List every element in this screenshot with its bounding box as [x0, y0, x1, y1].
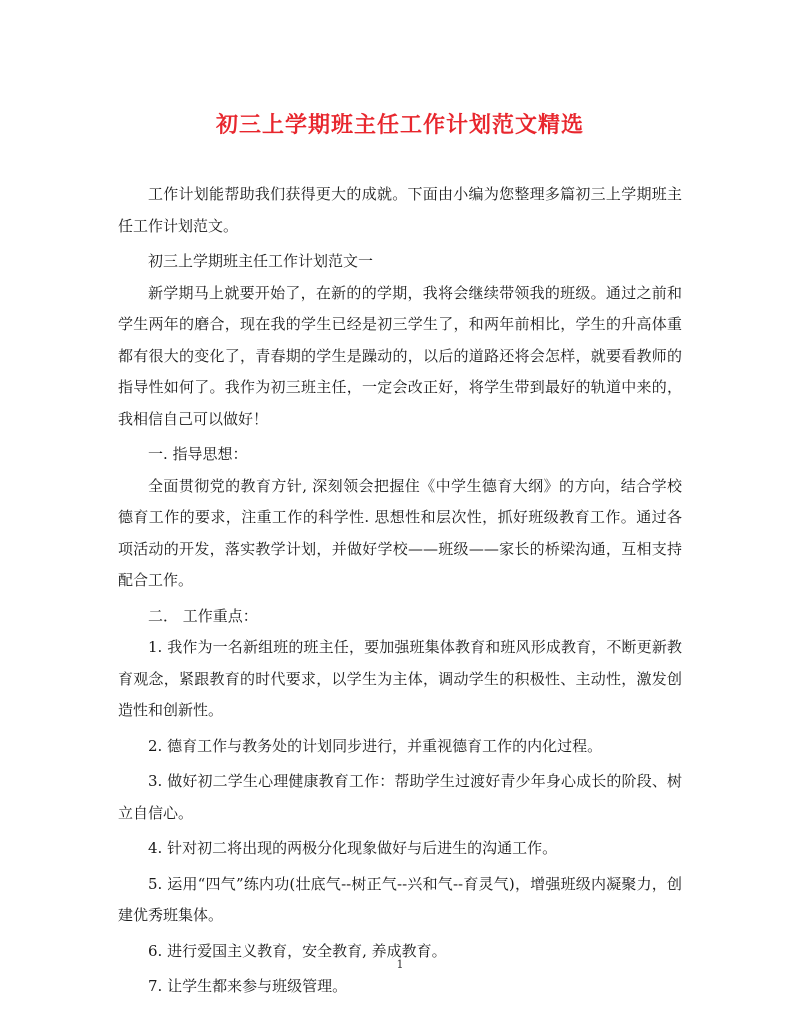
- body-paragraph: 新学期马上就要开始了，在新的的学期，我将会继续带领我的班级。通过之前和学生两年的磨合，现在我的学生已经是初三学生了，和两年前相比，学生的升高体重都有很大的变化了，青春期的学生是躁动的，以后的道路还将会怎样，就要看教师的指导性如何了。我作为初三班主任，一定会改正好，将学生带到最好的轨道中来的，我相信自己可以做好！: [118, 283, 682, 428]
- list-item: 6. 进行爱国主义教育，安全教育, 养成教育。: [148, 941, 447, 960]
- section-heading: 二． 工作重点：: [148, 606, 258, 625]
- list-item: 4. 针对初二将出现的两极分化现象做好与后进生的沟通工作。: [148, 839, 558, 857]
- section-heading: 初三上学期班主任工作计划范文一: [148, 252, 374, 270]
- body-paragraph: 全面贯彻党的教育方针, 深刻领会把握住《中学生德育大纲》的方向，结合学校德育工作的要求，注重工作的科学性. 思想性和层次性，抓好班级教育工作。通过各项活动的开发，落实教学计划，并做好学校——班级——家长的桥梁沟通，互相支持配合工作。: [118, 476, 682, 589]
- list-item: 5. 运用“四气”练内功(壮底气--树正气--兴和气--育灵气)，增强班级内凝聚力，创建优秀班集体。: [118, 874, 682, 924]
- list-item: 1. 我作为一名新组班的班主任，要加强班集体教育和班风形成教育，不断更新教育观念，紧跟教育的时代要求，以学生为主体，调动学生的积极性、主动性，激发创造性和创新性。: [118, 638, 682, 719]
- intro-paragraph: 工作计划能帮助我们获得更大的成就。下面由小编为您整理多篇初三上学期班主任工作计划范文。: [118, 185, 682, 235]
- document-title: 初三上学期班主任工作计划范文精选: [215, 112, 584, 138]
- list-item: 7. 让学生都来参与班级管理。: [148, 977, 348, 995]
- document-body: [118, 179, 682, 1007]
- page-number: 1: [396, 958, 404, 971]
- list-item: 3. 做好初二学生心理健康教育工作：帮助学生过渡好青少年身心成长的阶段、树立自信心。: [118, 772, 682, 822]
- section-heading: 一. 指导思想：: [148, 445, 248, 463]
- list-item: 2. 德育工作与教务处的计划同步进行，并重视德育工作的内化过程。: [148, 736, 603, 755]
